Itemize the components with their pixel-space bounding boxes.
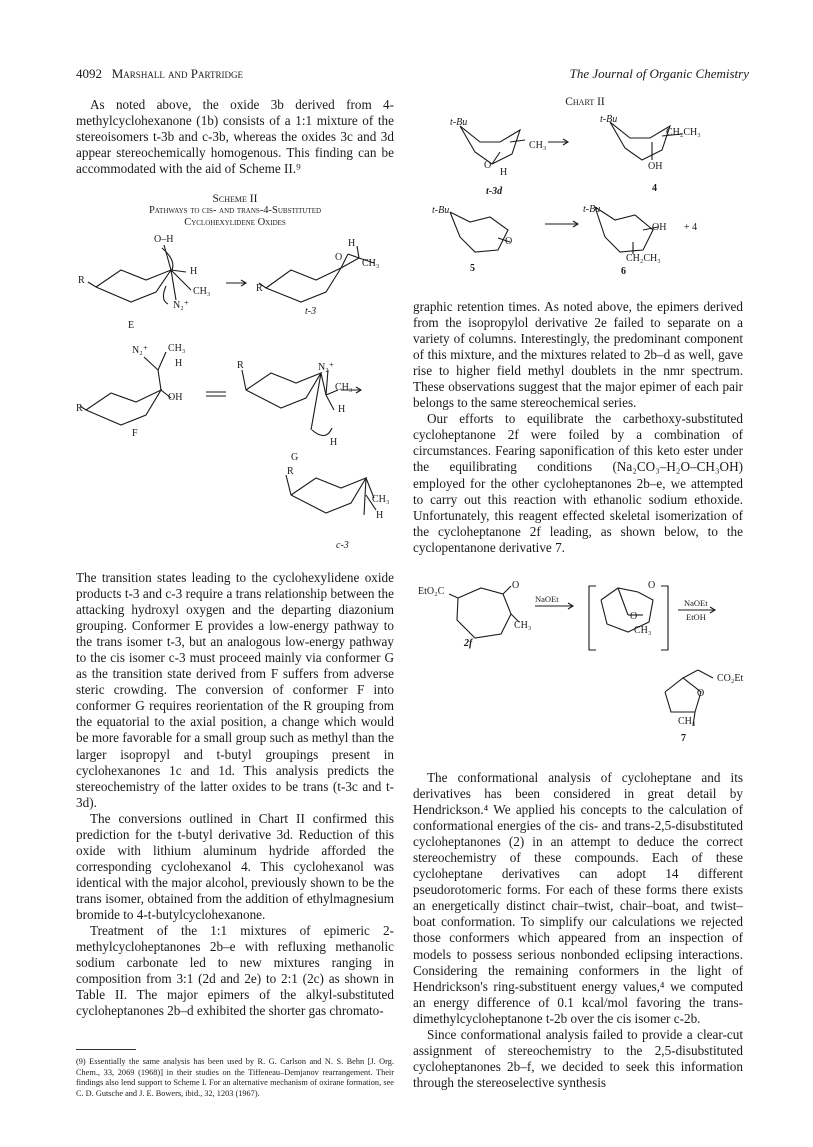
reaction-label-NaOEt-1: NaOEt [535, 594, 559, 604]
reaction-label-2f: 2f [464, 638, 473, 649]
ring-5 [450, 212, 508, 252]
ring-G [246, 373, 321, 408]
chart-ii-caption [420, 96, 750, 109]
bond-G-N2 [326, 370, 328, 395]
journal-title: The Journal of Organic Chemistry [569, 66, 749, 81]
scheme-label-H-E-top: H [166, 234, 174, 245]
arrow-G-curve [312, 428, 332, 436]
reaction-label-CO2Et: CO₂Et [717, 673, 744, 684]
scheme-label-N2-E: N₂⁺ [173, 300, 189, 311]
bond-E-R [88, 282, 96, 287]
footnote-9: (9) Essentially the same analysis has been used by R. G. Carlson and N. S. Behn [J. Org. Chem., 33, 2069 (1968)] in their studies on the Tiffeneau–Demjanov rearrangement. Their findings also lend support to Scheme I. For an alternative mechanism of oxirane formation, see C. D. Gutsche and J. E. Bowers, ibid., 32, 1203 (1967). [76, 1057, 394, 1098]
chart-label-tBu-1: t-Bu [450, 117, 468, 128]
reaction-label-CH3-7: CH₃ [678, 716, 696, 727]
bond-t3-H [357, 246, 359, 258]
ring-F [86, 390, 161, 425]
bond-2f-ester [449, 594, 458, 598]
ring-t3d [460, 126, 520, 164]
chart-label-H-t3d: H [500, 167, 508, 178]
chart-label-OH-4: OH [648, 161, 663, 172]
left-body-block [76, 570, 394, 1019]
left-para-1: As noted above, the oxide 3b derived from 4-methylcyclohexanone (1b) consists of a 1:1 mixture of the stereoisomers t-3b and c-3b, whereas the oxides 3c and 3d appear stereochemically homogenous. This finding can be accommodated with the aid of Scheme II.⁹ [76, 97, 394, 177]
chart-label-CH2CH3-6: CH₂CH₃ [626, 253, 661, 264]
bond-F-N2 [144, 357, 158, 370]
scheme-title: Scheme II [212, 193, 258, 205]
left-para-3: The conversions outlined in Chart II confirmed this prediction for the t-butyl derivative 3d. Reduction of this oxide with lithium aluminum hydride afforded the corresponding cyclohexanol 4. This cyclohexanol was identical with the major alcohol, previously shown to be the trans isomer, obtained from the addition of ethylmagnesium bromide to 4-t-butylcyclohexanone. [76, 810, 394, 922]
reaction-label-CH3-2f: CH₃ [514, 620, 532, 631]
scheme-subtitle-1: Pathways to cis- and trans-4-Substituted [148, 205, 322, 216]
right-para-3: The conformational analysis of cycloheptane and its derivatives has been considered in great detail by Hendrickson.⁴ We applied his concepts to the calculation of conformational energies of the cis- and trans-2,5-disubstituted cycloheptanones (2) in an attempt to deduce the correct stereochemistry of these compounds. Each of these cycloheptane derivatives can adopt 14 different pseudorotomeric forms. For each of these forms there exists an energetically distinct chair–twist, chair–boat, and twist–boat conformation. To simplify our calculations we rejected those conformers which appeared from an inspection of models to possess serious nonbonded eclipsing interactions. Considering the remaining conformers in the light of Hendrickson's ring-substituent energy values,⁴ we computed an energy difference of 0.1 kcal/mol favoring the trans-dimethylcycloheptanone t-2b over the cis isomer c-2b. [413, 770, 743, 1026]
chart-label-CH3-t3d: CH₃ [529, 140, 547, 151]
reaction-label-NaOEt-2: NaOEt [684, 598, 708, 608]
left-para-1-block [76, 97, 394, 177]
scheme-label-CH3-G: CH₃ [335, 382, 353, 393]
running-authors: Marshall and Partridge [111, 66, 243, 81]
left-para-2: The transition states leading to the cyclohexylidene oxide products t-3 and c-3 require a trans relationship between the attacking hydroxyl oxygen and the departing diazonium grouping. Conformer E provides a low-energy pathway to the trans isomer t-3, but an analogous low-energy pathway to the cis isomer c-3 must proceed mainly via conformer G as the transition state derived from F suffers from adverse steric crowding. The conversion of conformer F into conformer G requires reorientation of the R grouping from the equatorial to the axial position, a change which would be more favorable for a small group such as methyl than the larger isopropyl and t-butyl groupings present in cyclohexanones 1c and 1d. This analysis predicts the stereochemistry of the latter oxides to be trans (t-3c and t-3d). [76, 570, 394, 810]
bond-c3-R [286, 475, 291, 495]
chart-label-tBu-4: t-Bu [583, 204, 601, 215]
chart-label-t3d: t-3d [486, 186, 503, 197]
scheme-label-H-G: H [338, 404, 346, 415]
scheme-label-t3: t-3 [305, 306, 317, 317]
scheme-label-R-c3: R [287, 466, 294, 477]
bond-G-R [242, 370, 246, 390]
page-number-and-authors [76, 66, 243, 82]
bond-7-chain [683, 670, 698, 678]
bond-c3-epox [364, 478, 366, 515]
right-para-2: Our efforts to equilibrate the carbethoxy-substituted cycloheptanone 2f were foiled by a combination of circumstances. Fearing saponification of this keto ester under the equilibrating conditions (Na₂CO₃–H₂O–CH₃OH) employed for the other cycloheptanones 2b–e, we attempted to carry out this reaction with ethanolic sodium ethoxide. Unfortunately, this reagent effected skeletal isomerization of the cycloheptanone 2f leading, as shown below, to the cyclopentanone derivative 7. [413, 411, 743, 555]
right-para-1: graphic retention times. As noted above, the epimers derived from the isopropylol derivative 2e failed to separate on a variety of columns. Interestingly, the predominant component of this mixture, and the mixtures related to 2b–d as well, gave rise to higher field methyl doublets in the nmr spectrum. These observations suggest that the major epimer of each pair belongs to the same stereochemical series. [413, 299, 743, 411]
chart-label-O-5: O [505, 236, 513, 247]
reaction-label-EtO2C: EtO₂C [418, 586, 445, 597]
chart-title: Chart II [565, 96, 605, 108]
arrow-E-curve-2 [163, 286, 168, 304]
scheme-label-R-t3: R [256, 283, 263, 294]
scheme-label-R-F: R [76, 403, 83, 414]
bracket-left [589, 586, 596, 650]
ring-c3 [291, 478, 366, 513]
scheme-label-E: E [128, 320, 135, 331]
reaction-label-EtOH: EtOH [686, 612, 706, 622]
ring-E [96, 270, 171, 302]
chart-label-OH-6: OH [652, 222, 667, 233]
right-upper-block [413, 299, 743, 556]
scheme-label-O-t3: O [335, 252, 343, 263]
bond-G-C [321, 373, 326, 395]
bond-F-C [158, 370, 161, 390]
scheme-label-H-G-2: H [330, 437, 338, 448]
scheme-label-F: F [132, 428, 138, 439]
ring-4 [610, 122, 670, 160]
scheme-label-R-E: R [78, 275, 85, 286]
scheme-label-N2-F: N₂⁺ [132, 345, 148, 356]
bond-t3-epox3 [348, 254, 359, 258]
bond-F-CH3 [158, 352, 166, 370]
scheme-label-G: G [291, 452, 299, 463]
reaction-label-O-int-2: O [630, 611, 638, 622]
left-para-4: Treatment of the 1:1 mixtures of epimeric 2-methylcycloheptanones 2b–e with refluxing methanolic sodium carbonate led to new mixtures ranging in composition from 3:1 (2d and 2e) to 2:1 (2c) as shown in Table II. The major epimers of the alkyl-substituted cycloheptanones 2b–d exhibited the shorter gas chromato- [76, 923, 394, 1019]
scheme-label-c3: c-3 [336, 540, 349, 551]
bond-t3d-CH3 [510, 140, 525, 142]
bond-7-chain2 [698, 670, 713, 678]
scheme-label-CH3-c3: CH₃ [372, 494, 390, 505]
chart-label-tBu-3: t-Bu [432, 205, 450, 216]
scheme-label-CH3-E: CH₃ [193, 286, 211, 297]
reaction-label-O-2f: O [512, 580, 520, 591]
reaction-label-O-7: O [697, 688, 705, 699]
scheme-label-H-E: H [190, 266, 198, 277]
scheme-label-N2-G: N₂⁺ [318, 362, 334, 373]
scheme-label-CH3-F: CH₃ [168, 343, 186, 354]
chart-label-5: 5 [470, 263, 475, 274]
chart-label-6: 6 [621, 266, 626, 277]
ring-7 [665, 678, 701, 712]
ring-t3 [266, 268, 341, 302]
scheme-label-O-H-E: O–H [154, 234, 174, 245]
scheme-label-OH-F: OH [168, 392, 183, 403]
reaction-label-7: 7 [681, 733, 686, 744]
scheme-label-H-F: H [175, 358, 183, 369]
scheme-label-H-c3: H [376, 510, 384, 521]
chart-label-plus4: + 4 [684, 222, 698, 233]
scheme-label-CH3-t3: CH₃ [362, 258, 380, 269]
scheme-label-H-t3: H [348, 238, 356, 249]
footnote-rule [76, 1049, 136, 1050]
chart-label-4: 4 [652, 183, 657, 194]
right-lower-block [413, 770, 743, 1091]
right-para-4: Since conformational analysis failed to provide a clear-cut assignment of stereochemistry to the 2,5-disubstituted cycloheptanones 2b–f, we decided to seek this information through the stereoselective synthesis [413, 1026, 743, 1090]
scheme-label-R-G: R [237, 360, 244, 371]
chart-label-tBu-2: t-Bu [600, 114, 618, 125]
chart-label-O-t3d: O [484, 160, 492, 171]
bond-G-H [326, 395, 334, 410]
scheme-subtitle-2: Cyclohexylidene Oxides [184, 217, 286, 228]
chart-label-CH2CH3-4: CH₂CH₃ [666, 127, 701, 138]
bracket-right [661, 586, 668, 650]
bond-intermediate-bridge [618, 588, 628, 615]
scheme-label-O-E: O [154, 234, 162, 245]
ring-2f [457, 588, 511, 638]
reaction-label-O-int: O [648, 580, 656, 591]
reaction-label-CH3-int: CH₃ [634, 625, 652, 636]
bond-2f-O [503, 586, 511, 594]
page-number: 4092 [76, 66, 102, 81]
scheme-caption [76, 193, 394, 229]
